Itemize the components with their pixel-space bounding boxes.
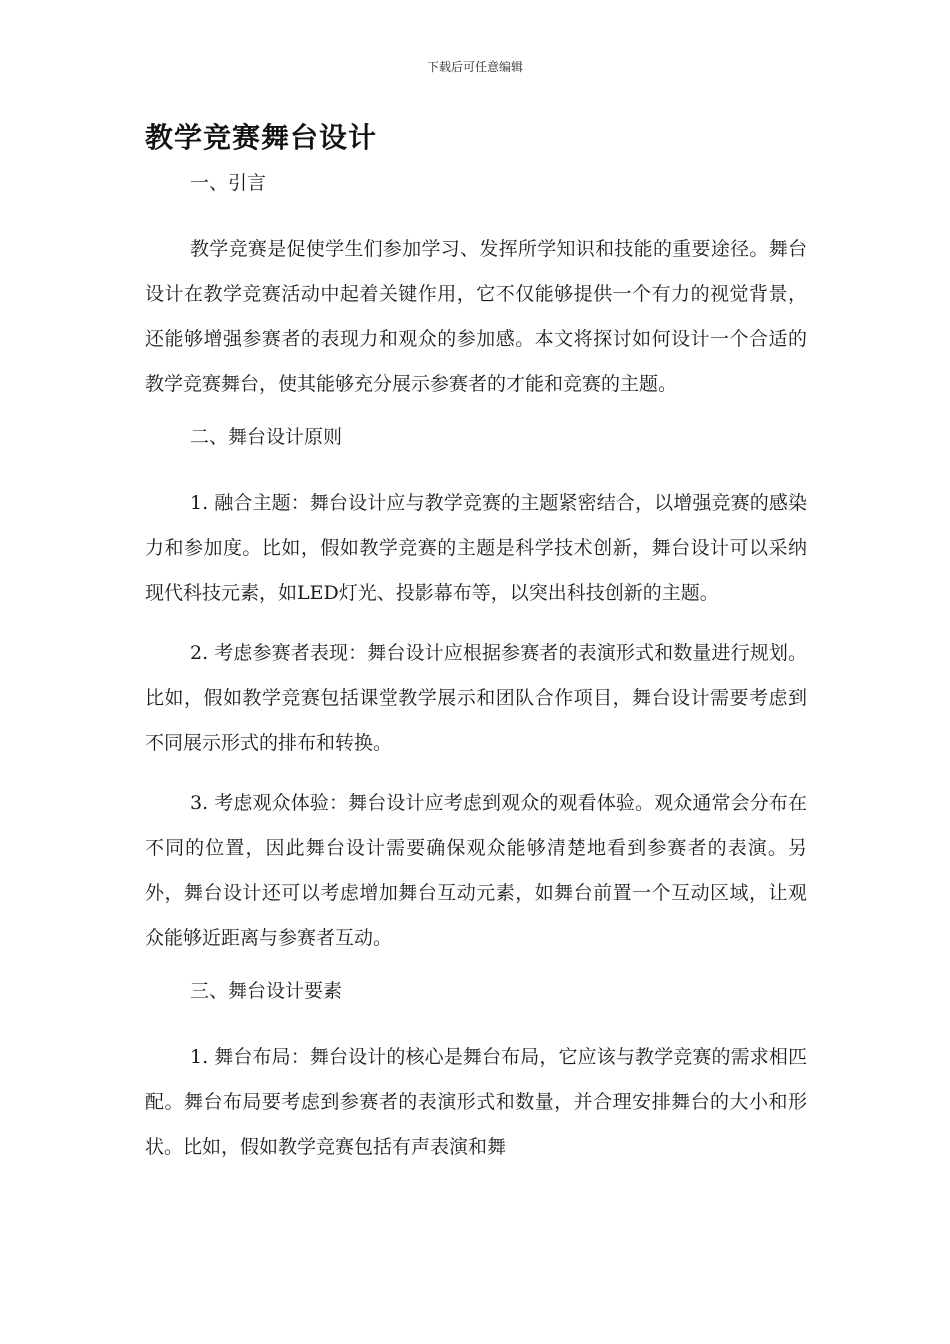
section-heading-elements: 三、舞台设计要素 [190, 980, 343, 1002]
paragraph-principle-3: 3. 考虑观众体验：舞台设计应考虑到观众的观看体验。观众通常会分布在不同的位置，因此舞台设计需要确保观众能够清楚地看到参赛者的表演。另外，舞台设计还可以考虑增加舞台互动元素，如舞台前置一个互动区域，让观众能够近距离与参赛者互动。 [145, 792, 807, 949]
header-note: 下载后可任意编辑 [426, 60, 523, 74]
document-title: 教学竞赛舞台设计 [145, 121, 378, 154]
paragraph-principle-1: 1. 融合主题：舞台设计应与教学竞赛的主题紧密结合，以增强竞赛的感染力和参加度。比如，假如教学竞赛的主题是科学技术创新，舞台设计可以采纳现代科技元素，如LED灯光、投影幕布等，以突出科技创新的主题。 [145, 492, 807, 604]
section-heading-principles: 二、舞台设计原则 [190, 426, 343, 448]
document-body [145, 168, 807, 1185]
paragraph-intro: 教学竞赛是促使学生们参加学习、发挥所学知识和技能的重要途径。舞台设计在教学竞赛活动中起着关键作用，它不仅能够提供一个有力的视觉背景，还能够增强参赛者的表现力和观众的参加感。本文将探讨如何设计一个合适的教学竞赛舞台，使其能够充分展示参赛者的才能和竞赛的主题。 [145, 238, 807, 395]
paragraph-principle-2: 2. 考虑参赛者表现：舞台设计应根据参赛者的表演形式和数量进行规划。比如，假如教学竞赛包括课堂教学展示和团队合作项目，舞台设计需要考虑到不同展示形式的排布和转换。 [145, 642, 807, 754]
section-heading-intro: 一、引言 [190, 172, 267, 194]
paragraph-element-1: 1. 舞台布局：舞台设计的核心是舞台布局，它应该与教学竞赛的需求相匹配。舞台布局要考虑到参赛者的表演形式和数量，并合理安排舞台的大小和形状。比如，假如教学竞赛包括有声表演和舞 [145, 1046, 807, 1158]
